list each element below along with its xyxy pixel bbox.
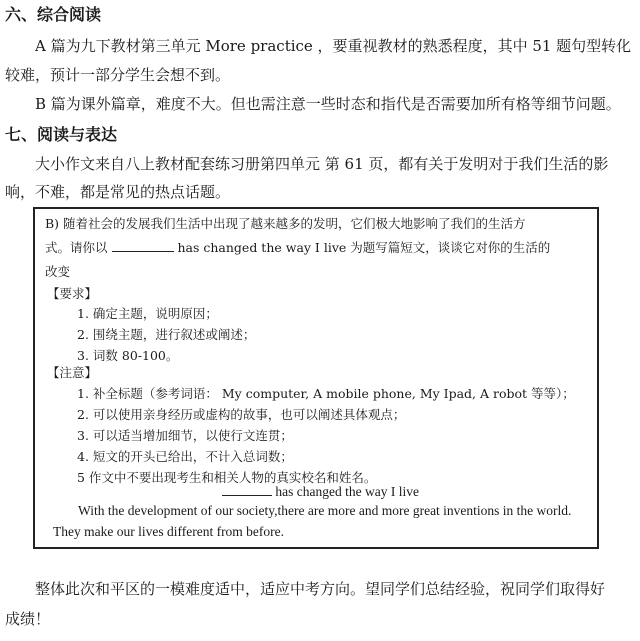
section-7-intro-line-1: 大小作文来自八上教材配套练习册第四单元 第 61 页，都有关于发明对于我们生活的影: [35, 155, 609, 173]
closing-line-2: 成绩！: [5, 610, 51, 628]
essay-title: [222, 484, 419, 500]
note-item: 5 作文中不要出现考生和相关人物的真实校名和姓名。: [77, 470, 377, 485]
note-item: 1. 补全标题（参考词语： My computer, A mobile phone, My Ipad, A robot 等等）；: [77, 386, 575, 401]
task-line-3: 改变: [45, 264, 71, 279]
requirement-item: 1. 确定主题，说明原因；: [77, 306, 218, 321]
task-line-2: [45, 238, 550, 256]
note-item: 3. 可以适当增加细节，以使行文连贯；: [77, 428, 293, 443]
task-line-2-suffix: has changed the way I live 为题写篇短文，谈谈它对你的生活的: [177, 240, 551, 255]
section-6-para-b: B 篇为课外篇章，难度不大。但也需注意一些时态和指代是否需要加所有格等细节问题。: [35, 95, 621, 113]
task-line-2-prefix: 式。请你以: [45, 240, 108, 255]
notes-title: 【注意】: [47, 365, 98, 380]
section-7-heading: 七、阅读与表达: [5, 125, 118, 144]
essay-title-suffix: has changed the way I live: [275, 484, 419, 499]
closing-line-1: 整体此次和平区的一模难度适中，适应中考方向。望同学们总结经验，祝同学们取得好: [35, 580, 606, 598]
essay-title-blank: [222, 495, 272, 496]
section-6-para-a-line-1: A 篇为九下教材第三单元 More practice ，要重视教材的熟悉程度，其中 51 题句型转化: [35, 37, 632, 55]
requirement-item: 3. 词数 80-100。: [77, 348, 179, 363]
essay-line-2: They make our lives different from before.: [53, 524, 285, 539]
section-6-para-a-line-2: 较难，预计一部分学生会想不到。: [5, 66, 231, 84]
section-6-heading: 六、综合阅读: [5, 5, 102, 24]
task-line-1: B) 随着社会的发展我们生活中出现了越来越多的发明，它们极大地影响了我们的生活方: [45, 216, 526, 231]
section-7-intro-line-2: 响，不难，都是常见的热点话题。: [5, 183, 231, 201]
requirements-title: 【要求】: [47, 286, 98, 301]
requirement-item: 2. 围绕主题，进行叙述或阐述；: [77, 327, 256, 342]
note-item: 2. 可以使用亲身经历或虚构的故事，也可以阐述具体观点；: [77, 407, 406, 422]
note-item: 4. 短文的开头已给出，不计入总词数；: [77, 449, 293, 464]
title-blank: [112, 251, 174, 252]
essay-line-1: With the development of our society,there are more and more great inventions in the world.: [78, 503, 572, 518]
